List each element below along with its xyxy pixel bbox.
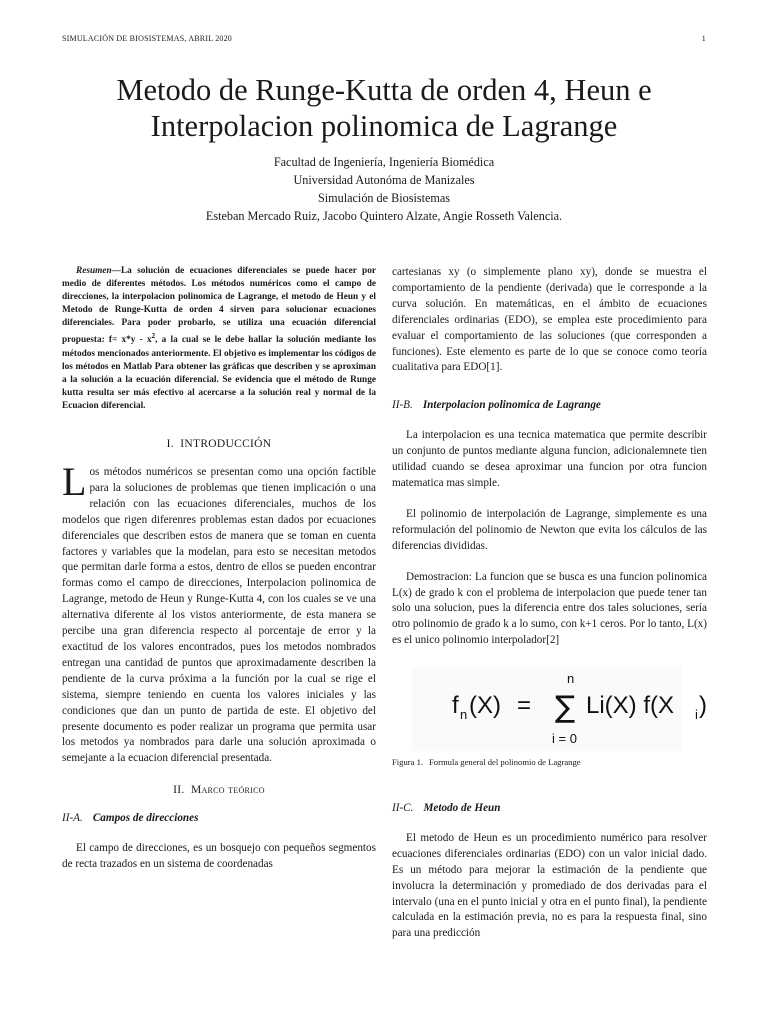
sum-upper-limit: n <box>567 671 575 687</box>
right-column <box>392 265 707 942</box>
section-1-number: I. <box>166 438 174 451</box>
intro-text: os métodos numéricos se presentan como una opción factible para la soluciones de problemas que tienen implicación o una relación con las ecuaciones diferenciales, muchos de los modelos que rigen diferenres problemas estan dados por ecuaciones diferenciales que describen estos de manera que se toman en cuenta factores y variables que la modelan, para esto se necesitan metodos que permitan darle forma a estos, dentro de ellos se pueden encontrar formas como el campo de direcciones, Interpolacion polinomica de Lagrange, metodo de Heun y Runge-Kutta 4, con los cuales se ve una alternativa diferente al los vistos anteriormente, de esta manera se percibe una gran diferencia respecto al porcentaje de error y la exactitud de los valores encontrados, pues los metodos nombrados entregan una cantidad de puntos que aproximadamente describen la pendiente de la curva próxima a la función por la cual se rige el sistema, siempre teniendo en cuenta los valores iniciales y las condiciones que dan un punto de partida de este. El objetivo del presente documento es poder realizar un programa que permita usar los metodos ya nombrados para darle una solución aproximada o semejante a la ecuacion diferencial presentada. <box>62 466 376 765</box>
course: Simulación de Biosistemas <box>317 191 451 205</box>
section-2-title: Marco teórico <box>190 784 265 797</box>
section-2-heading <box>62 783 376 799</box>
paper-title <box>40 72 728 144</box>
running-title: SIMULACIÓN DE BIOSISTEMAS, ABRIL 2020 <box>62 34 233 43</box>
section-1-title: INTRODUCCIÓN <box>180 438 272 451</box>
lagrange-paragraph-3: Demostracion: La funcion que se busca es una funcion polinomica L(x) de grado k con el problema de interpolacion que puede tener tan solo una solucion, pues la diferencia entre dos tales soluciones, sería otro polinomio de grado k a lo sumo, con k+1 ceros. Por lo tanto, L(x) es el unico polinomio interpolador[2] <box>392 570 707 647</box>
section-2-number: II. <box>173 784 185 797</box>
lagrange-paragraph-2: El polinomio de interpolación de Lagrange, simplemente es una reformulación del polinomio de Newton que evita los cálculos de las diferencias divididas. <box>392 507 707 552</box>
formula-lhs-sub: n <box>460 707 468 723</box>
abstract-text-2: , a la cual se le debe hallar la solución mediante los métodos mencionados anteriormente. El objetivo es implementar los códigos de los métodos en Matlab Para obtener las gráficas que describen y se aproximan a la solución a la ecuación diferencial. Se evidencia que el método de Runge kutta resulta ser más efectivo al acercarse a la solución real y normal de la Ecuacion diferencial. <box>62 335 377 412</box>
formula-lhs-arg: (X) <box>469 692 501 720</box>
title-line-1: Metodo de Runge-Kutta de orden 4, Heun e <box>116 73 652 107</box>
subsection-a-text-right: cartesianas xy (o simplemente plano xy), donde se muestra el comportamiento de la pendiente (derivada) que le corresponde a la curva solución. En matemáticas, en el ámbito de ecuaciones diferenciales ordinarias (EDO), se emplea este procedimiento para evaluar el comportamiento de las soluciones (que corresponden a funciones). Este elemento es parte de lo que se conoce como teoría cualitativa para EDO[1]. <box>392 266 707 374</box>
subsection-a-title: Campos de direcciones <box>92 812 199 825</box>
subsection-a-text-left: El campo de direcciones, es un bosquejo con pequeños segmentos de recta trazados en un sistema de coordenadas <box>62 842 376 870</box>
author-names: Esteban Mercado Ruiz, Jacobo Quintero Alzate, Angie Rosseth Valencia. <box>205 209 563 223</box>
caption-label: Figura 1. <box>392 757 424 768</box>
lagrange-paragraph-1: La interpolacion es una tecnica matematica que permite describir un conjunto de puntos mediante alguna funcion, adicionalemnete tien utilidad cuando se desea aproximar una funcion por otra funcion matematica mas simple. <box>392 429 707 489</box>
running-header <box>62 34 706 43</box>
author-block <box>40 153 728 225</box>
sum-symbol: ∑ <box>555 690 576 726</box>
formula-rhs-sub: i <box>695 707 698 723</box>
caption-text: Formula general del polinomio de Lagrange <box>429 757 581 768</box>
subsection-c-number: II-C. <box>392 802 414 815</box>
abstract-text-1: —La solución de ecuaciones diferenciales se puede hacer por medio de diferentes métodos. Los métodos numéricos como el campo de direcciones, la interpolacion polinomica de Lagrange, el metodo de Heun y el Metodo de Runge-Kutta de orden 4 sirven para solucionar ecuaciones diferenciales. Para poder probarlo, se utiliza una ecuación diferencial propuesta: f= x*y - x <box>62 266 376 346</box>
formula-lhs: f <box>452 692 459 720</box>
sum-lower-limit: i = 0 <box>552 731 577 747</box>
page-number: 1 <box>701 34 706 43</box>
section-1-heading <box>62 437 376 453</box>
left-column <box>62 265 376 873</box>
subsection-b-number: II-B. <box>392 399 413 412</box>
university: Universidad Autonóma de Manizales <box>293 173 475 187</box>
formula-equals: = <box>517 692 532 720</box>
subsection-c-title: Metodo de Heun <box>423 802 501 815</box>
figure-1-caption <box>392 755 707 771</box>
subsection-b-title: Interpolacion polinomica de Lagrange <box>422 399 601 412</box>
title-line-2: Interpolacion polinomica de Lagrange <box>150 109 618 143</box>
figure-1 <box>392 661 707 753</box>
lagrange-formula-image <box>392 661 707 753</box>
subsection-a-heading <box>62 811 376 827</box>
subsection-c-heading <box>392 801 707 817</box>
heun-paragraph: El metodo de Heun es un procedimiento numérico para resolver ecuaciones diferenciales ordinarias (EDO) con un valor inicial dado. Es un método para mejorar la estimación de la pendiente que involucra la determinación y promediado de dos derivadas para el intervalo (una en el punto inicial y otra en el punto final), la pendiente calculada en la estimación previa, no es para la respuesta final, sino para una predicción <box>392 831 707 940</box>
abstract-exponent: 2 <box>151 332 156 341</box>
formula-rhs-end: ) <box>699 692 707 720</box>
intro-paragraph <box>62 459 376 767</box>
faculty: Facultad de Ingeniería, Ingeniería Biomédica <box>273 155 495 169</box>
abstract-label: Resumen <box>76 266 112 276</box>
drop-cap: L <box>62 459 87 505</box>
formula-rhs: Li(X) f(X <box>586 692 675 720</box>
abstract <box>62 265 376 413</box>
subsection-a-number: II-A. <box>62 812 83 825</box>
subsection-b-heading <box>392 398 707 414</box>
